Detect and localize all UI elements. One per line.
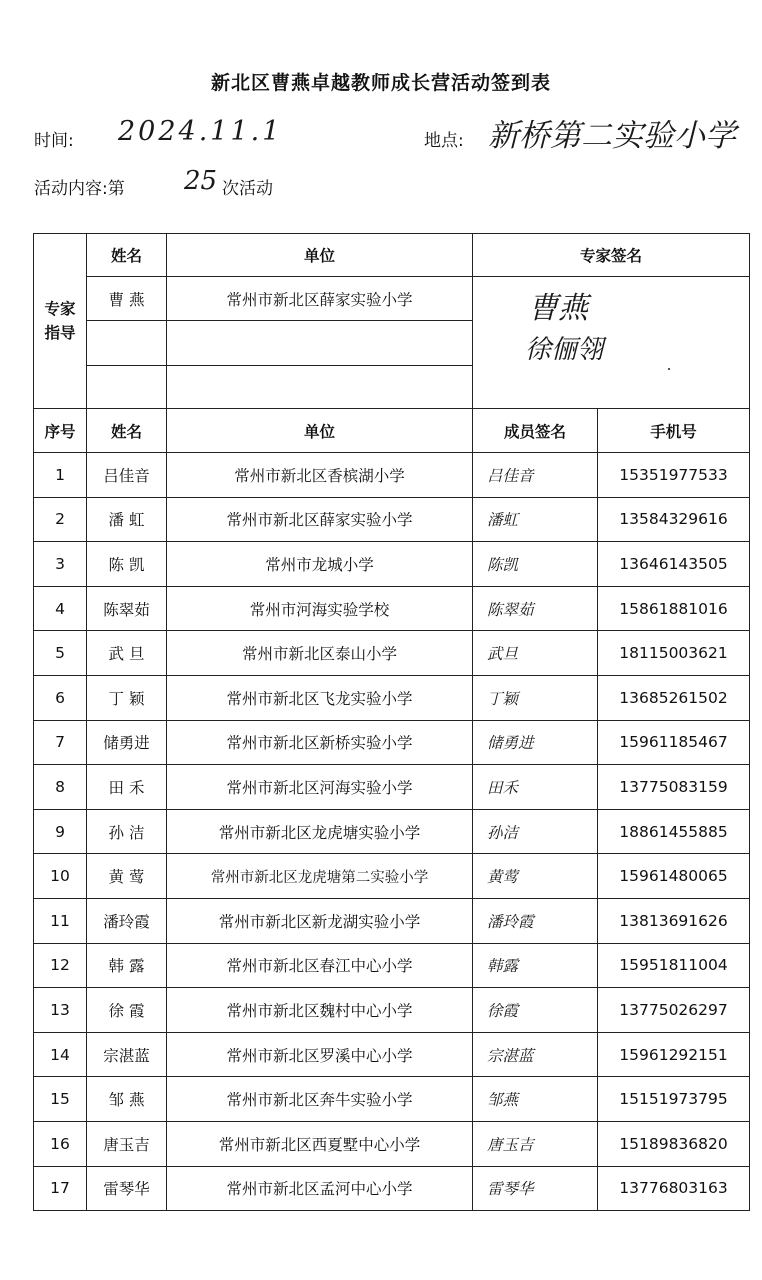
member-signature-header: 成员签名 (473, 409, 598, 453)
member-phone-header: 手机号 (598, 409, 750, 453)
expert-group-label: 专家指导 (34, 234, 87, 409)
member-unit-header: 单位 (167, 409, 473, 453)
member-name: 陈翠茹 (87, 586, 167, 631)
member-unit: 常州市新北区河海实验小学 (167, 765, 473, 810)
member-unit: 常州市新北区罗溪中心小学 (167, 1032, 473, 1077)
member-unit: 常州市新北区孟河中心小学 (167, 1166, 473, 1211)
member-name: 宗湛蓝 (87, 1032, 167, 1077)
member-signature: 宗湛蓝 (473, 1032, 598, 1077)
member-no: 13 (34, 988, 87, 1033)
member-no: 14 (34, 1032, 87, 1077)
member-signature: 潘玲霞 (473, 898, 598, 943)
member-no: 5 (34, 631, 87, 676)
member-signature: 陈翠茹 (473, 586, 598, 631)
expert-unit: 常州市新北区薛家实验小学 (167, 277, 473, 321)
member-signature: 徐霞 (473, 988, 598, 1033)
member-phone: 13646143505 (598, 542, 750, 587)
member-unit: 常州市河海实验学校 (167, 586, 473, 631)
table-row (34, 497, 750, 542)
expert-row (34, 277, 750, 321)
table-row (34, 1166, 750, 1211)
member-name: 田 禾 (87, 765, 167, 810)
member-no: 16 (34, 1121, 87, 1166)
member-name: 徐 霞 (87, 988, 167, 1033)
member-unit: 常州市新北区龙虎塘实验小学 (167, 809, 473, 854)
table-row (34, 586, 750, 631)
table-row (34, 1077, 750, 1122)
expert-header-row (34, 234, 750, 277)
member-unit: 常州市新北区泰山小学 (167, 631, 473, 676)
member-phone: 13776803163 (598, 1166, 750, 1211)
member-unit: 常州市新北区奔牛实验小学 (167, 1077, 473, 1122)
table-row (34, 898, 750, 943)
member-no: 7 (34, 720, 87, 765)
table-row (34, 675, 750, 720)
expert-signature-area (473, 277, 750, 409)
member-unit: 常州市新北区魏村中心小学 (167, 988, 473, 1033)
member-name: 陈 凯 (87, 542, 167, 587)
activity-number: 25 (184, 166, 218, 196)
member-unit: 常州市新北区薛家实验小学 (167, 497, 473, 542)
member-phone: 13813691626 (598, 898, 750, 943)
expert-name (87, 366, 167, 409)
member-phone: 13584329616 (598, 497, 750, 542)
member-unit: 常州市新北区香槟湖小学 (167, 453, 473, 498)
member-no: 10 (34, 854, 87, 899)
member-name: 雷琴华 (87, 1166, 167, 1211)
member-signature: 唐玉吉 (473, 1121, 598, 1166)
member-no: 17 (34, 1166, 87, 1211)
member-unit: 常州市龙城小学 (167, 542, 473, 587)
member-unit: 常州市新北区新桥实验小学 (167, 720, 473, 765)
member-phone: 15189836820 (598, 1121, 750, 1166)
expert-name (87, 321, 167, 366)
member-no: 12 (34, 943, 87, 988)
member-signature: 邹燕 (473, 1077, 598, 1122)
member-signature: 储勇进 (473, 720, 598, 765)
member-name: 潘玲霞 (87, 898, 167, 943)
member-signature: 孙洁 (473, 809, 598, 854)
member-unit: 常州市新北区西夏墅中心小学 (167, 1121, 473, 1166)
member-name: 邹 燕 (87, 1077, 167, 1122)
expert-signature: 徐俪翎 (525, 335, 604, 365)
member-name: 储勇进 (87, 720, 167, 765)
member-phone: 15961185467 (598, 720, 750, 765)
member-no: 6 (34, 675, 87, 720)
member-phone: 13775083159 (598, 765, 750, 810)
table-row (34, 1121, 750, 1166)
member-name: 潘 虹 (87, 497, 167, 542)
member-name: 吕佳音 (87, 453, 167, 498)
member-no: 4 (34, 586, 87, 631)
member-phone: 15351977533 (598, 453, 750, 498)
member-signature: 吕佳音 (473, 453, 598, 498)
member-phone: 13685261502 (598, 675, 750, 720)
member-no: 2 (34, 497, 87, 542)
member-phone: 15961292151 (598, 1032, 750, 1077)
table-row (34, 943, 750, 988)
member-phone: 13775026297 (598, 988, 750, 1033)
expert-unit (167, 321, 473, 366)
member-signature: 潘虹 (473, 497, 598, 542)
place-value: 新桥第二实验小学 (488, 118, 736, 154)
table-row (34, 765, 750, 810)
expert-unit-header: 单位 (167, 234, 473, 277)
content-suffix: 次活动 (222, 179, 273, 199)
content-label: 活动内容:第 (34, 179, 125, 199)
expert-signature-header: 专家签名 (473, 234, 750, 277)
member-unit: 常州市新北区飞龙实验小学 (167, 675, 473, 720)
member-no: 11 (34, 898, 87, 943)
expert-unit (167, 366, 473, 409)
ink-dot (668, 368, 670, 370)
time-value: 2024.11.1 (118, 116, 283, 147)
member-unit: 常州市新北区春江中心小学 (167, 943, 473, 988)
table-row (34, 631, 750, 676)
member-name: 黄 莺 (87, 854, 167, 899)
place-label: 地点: (424, 131, 464, 151)
member-header-row (34, 409, 750, 453)
expert-name: 曹 燕 (87, 277, 167, 321)
member-name: 武 旦 (87, 631, 167, 676)
table-row (34, 988, 750, 1033)
table-row (34, 809, 750, 854)
member-unit: 常州市新北区新龙湖实验小学 (167, 898, 473, 943)
member-signature: 雷琴华 (473, 1166, 598, 1211)
member-signature: 黄莺 (473, 854, 598, 899)
member-no: 8 (34, 765, 87, 810)
sheet-title: 新北区曹燕卓越教师成长营活动签到表 (210, 72, 551, 94)
expert-name-header: 姓名 (87, 234, 167, 277)
member-signature: 武旦 (473, 631, 598, 676)
table-row (34, 720, 750, 765)
member-name: 孙 洁 (87, 809, 167, 854)
member-unit: 常州市新北区龙虎塘第二实验小学 (167, 854, 473, 899)
table-row (34, 542, 750, 587)
member-name: 韩 露 (87, 943, 167, 988)
member-phone: 18861455885 (598, 809, 750, 854)
member-signature: 陈凯 (473, 542, 598, 587)
member-name: 丁 颖 (87, 675, 167, 720)
member-name-header: 姓名 (87, 409, 167, 453)
member-phone: 15961480065 (598, 854, 750, 899)
member-no: 15 (34, 1077, 87, 1122)
member-signature: 韩露 (473, 943, 598, 988)
member-phone: 15951811004 (598, 943, 750, 988)
table-row (34, 1032, 750, 1077)
member-signature: 丁颖 (473, 675, 598, 720)
member-no: 1 (34, 453, 87, 498)
member-name: 唐玉吉 (87, 1121, 167, 1166)
time-label: 时间: (34, 131, 74, 151)
expert-signature: 曹燕 (528, 291, 588, 326)
table-row (34, 854, 750, 899)
sign-in-table (33, 233, 750, 1211)
member-no: 3 (34, 542, 87, 587)
member-phone: 15861881016 (598, 586, 750, 631)
member-signature: 田禾 (473, 765, 598, 810)
member-phone: 18115003621 (598, 631, 750, 676)
table-row (34, 453, 750, 498)
member-no: 9 (34, 809, 87, 854)
member-phone: 15151973795 (598, 1077, 750, 1122)
member-no-header: 序号 (34, 409, 87, 453)
